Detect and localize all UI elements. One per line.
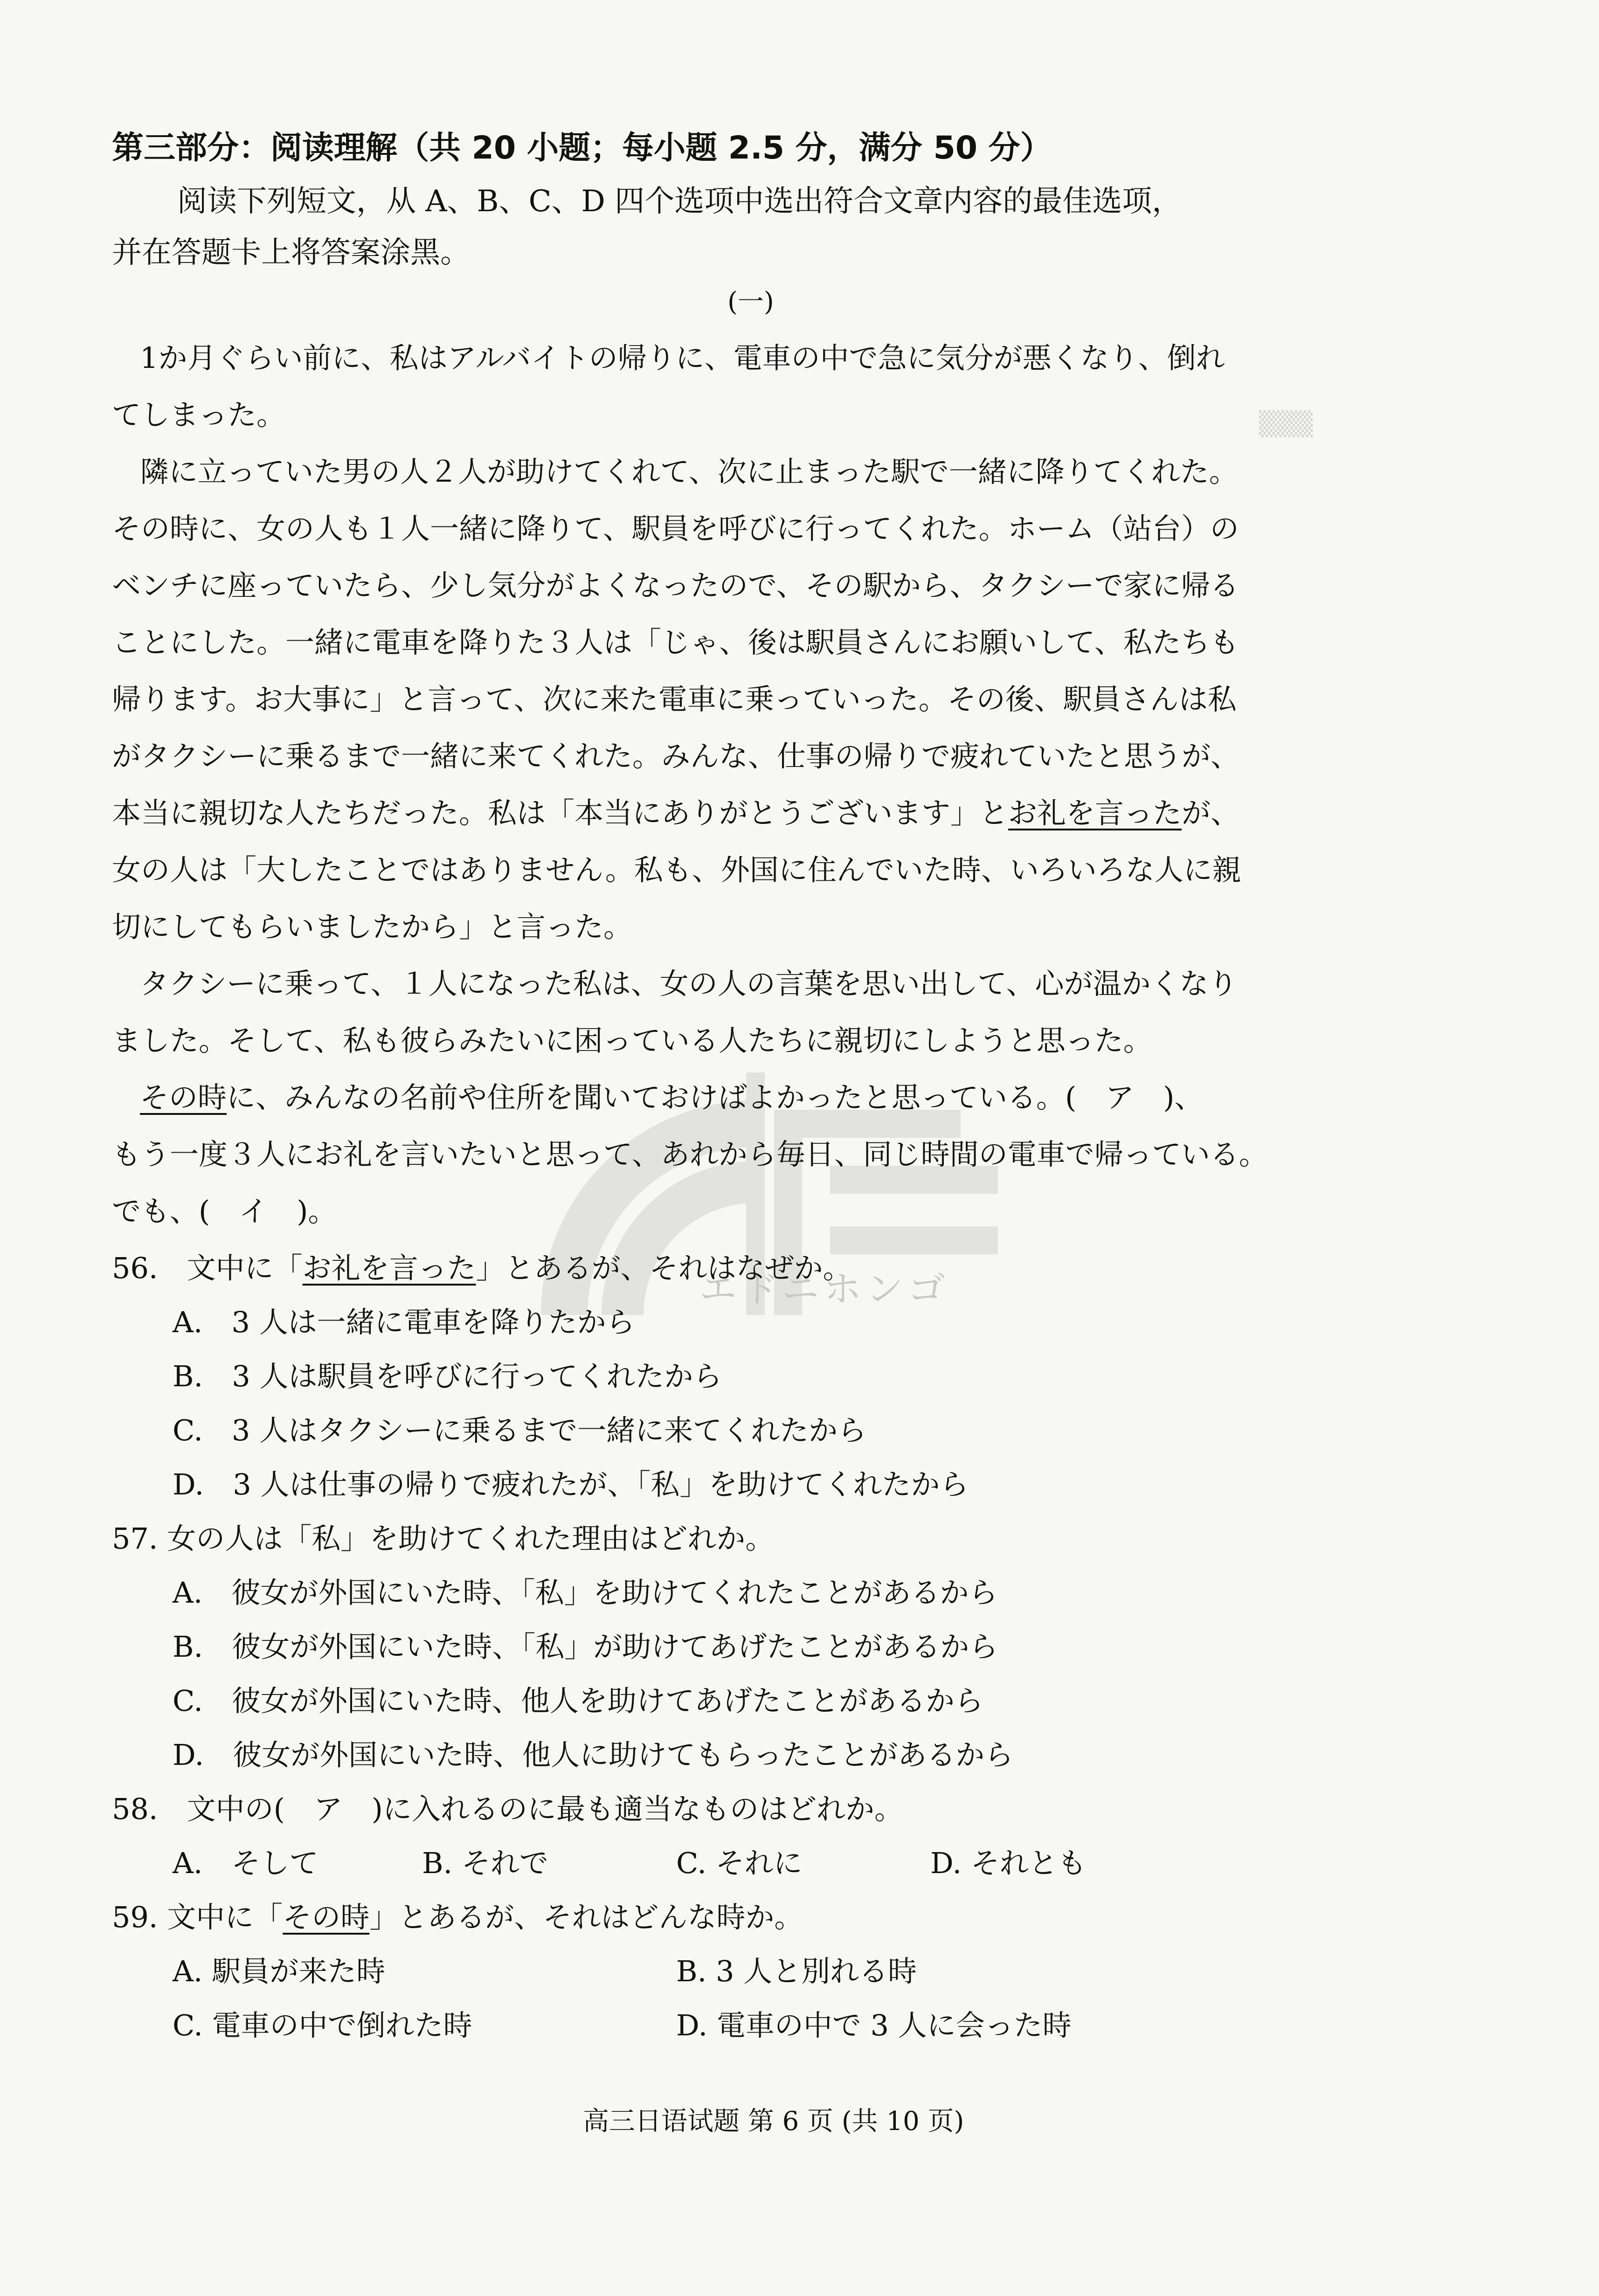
question-57-option-d: D. 彼女が外国にいた時、他人に助けてもらったことがあるから (173, 1738, 1014, 1772)
stem-text: 」とあるが、それはどんな時か。 (369, 1900, 803, 1934)
passage-text: に、みんなの名前や住所を聞いておけばよかったと思っている。( ア )、 (227, 1080, 1204, 1114)
passage-line: がタクシーに乗るまで一緒に来てくれた。みんな、仕事の帰りで疲れていたと思うが、 (112, 739, 1240, 773)
section-heading: 第三部分：阅读理解（共 20 小题；每小题 2.5 分，满分 50 分） (112, 130, 1052, 166)
question-59-option-c: C. 電車の中で倒れた時 (173, 2008, 472, 2042)
question-59-option-d: D. 電車の中で 3 人に会った時 (676, 2008, 1072, 2042)
question-59-option-b: B. 3 人と別れる時 (676, 1954, 917, 1988)
passage-line: もう一度３人にお礼を言いたいと思って、あれから毎日、同じ時間の電車で帰っている。 (112, 1137, 1268, 1171)
question-57-option-a: A. 彼女が外国にいた時、「私」を助けてくれたことがあるから (173, 1576, 998, 1610)
passage-number: (一) (727, 287, 774, 317)
bleed-through-text: ▒▒▒ (1259, 410, 1313, 437)
watermark-text: エドニホンゴ (699, 1267, 950, 1311)
passage-line: 女の人は「大したことではありません。私も、外国に住んでいた時、いろいろな人に親 (112, 853, 1241, 887)
question-58-option-a: A. そして (173, 1846, 318, 1880)
passage-line: タクシーに乗って、１人になった私は、女の人の言葉を思い出して、心が温かくなり (140, 967, 1238, 1001)
question-59-stem (112, 1899, 803, 1936)
passage-text: 本当に親切な人たちだった。私は「本当にありがとうございます」と (112, 796, 1009, 830)
question-59-option-a: A. 駅員が来た時 (173, 1954, 386, 1988)
underlined-phrase-orei: お礼を言った (302, 1251, 476, 1285)
question-57-option-c: C. 彼女が外国にいた時、他人を助けてあげたことがあるから (173, 1684, 983, 1718)
passage-line: でも、( イ )。 (112, 1194, 337, 1228)
passage-line: ことにした。一緒に電車を降りた３人は「じゃ、後は駅員さんにお願いして、私たちも (112, 625, 1239, 659)
passage-line: ベンチに座っていたら、少し気分がよくなったので、その駅から、タクシーで家に帰る (112, 568, 1239, 602)
question-58-option-c: C. それに (676, 1846, 803, 1880)
instructions-line-1: 阅读下列短文，从 A、B、C、D 四个选项中选出符合文章内容的最佳选项， (177, 184, 1182, 219)
passage-line: 帰ります。お大事に」と言って、次に来た電車に乗っていった。その後、駅員さんは私 (112, 682, 1237, 716)
question-56-option-a: A. 3 人は一緒に電車を降りたから (173, 1305, 635, 1339)
passage-line: ました。そして、私も彼らみたいに困っている人たちに親切にしようと思った。 (112, 1024, 1152, 1058)
passage-line: 隣に立っていた男の人２人が助けてくれて、次に止まった駅で一緒に降りてくれた。 (140, 455, 1238, 489)
stem-text: 」とあるが、それはなぜか。 (476, 1251, 852, 1285)
question-57-option-b: B. 彼女が外国にいた時、「私」が助けてあげたことがあるから (173, 1630, 998, 1664)
passage-line (112, 795, 1239, 832)
underlined-phrase-sonotoki: その時 (283, 1900, 370, 1934)
instructions-line-2: 并在答题卡上将答案涂黑。 (112, 235, 470, 270)
question-58-option-b: B. それで (422, 1846, 548, 1880)
passage-line: 1か月ぐらい前に、私はアルバイトの帰りに、電車の中で急に気分が悪くなり、倒れ (140, 341, 1225, 375)
question-58-option-d: D. それとも (930, 1846, 1087, 1880)
question-57-stem: 57. 女の人は「私」を助けてくれた理由はどれか。 (112, 1521, 775, 1556)
passage-line (140, 1079, 1203, 1116)
question-56-option-b: B. 3 人は駅員を呼びに行ってくれたから (173, 1359, 722, 1393)
passage-line: その時に、女の人も１人一緒に降りて、駅員を呼びに行ってくれた。ホーム（站台）の (112, 512, 1239, 546)
question-56-stem (112, 1250, 852, 1287)
passage-text: が、 (1182, 796, 1240, 830)
page-footer: 高三日语试题 第 6 页 (共 10 页) (583, 2106, 964, 2137)
question-56-option-d: D. 3 人は仕事の帰りで疲れたが、「私」を助けてくれたから (173, 1467, 969, 1501)
passage-line: 切にしてもらいましたから」と言った。 (112, 910, 633, 944)
stem-text: 56. 文中に「 (112, 1251, 303, 1285)
passage-line: てしまった。 (112, 398, 286, 432)
question-56-option-c: C. 3 人はタクシーに乗るまで一緒に来てくれたから (173, 1413, 867, 1447)
question-58-stem: 58. 文中の( ア )に入れるのに最も適当なものはどれか。 (112, 1792, 903, 1826)
underlined-phrase-sonotoki: その時 (140, 1080, 227, 1114)
stem-text: 59. 文中に「 (112, 1900, 283, 1934)
underlined-phrase-orei: お礼を言った (1008, 796, 1182, 830)
